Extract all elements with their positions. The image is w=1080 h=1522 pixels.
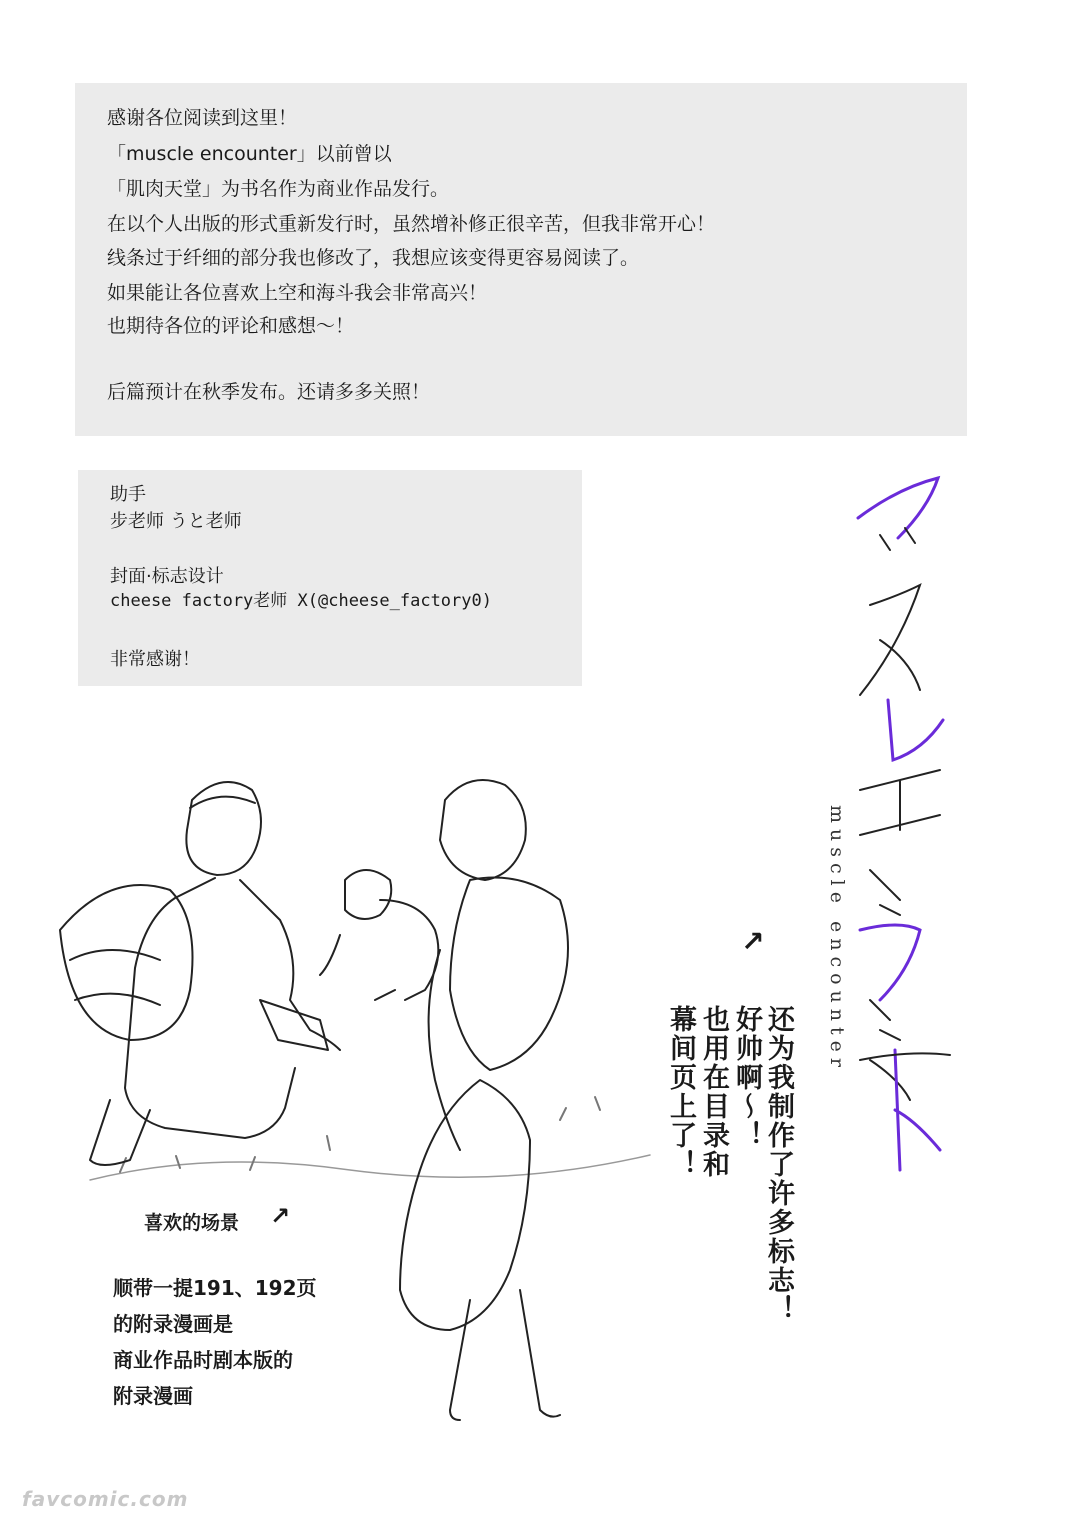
afterword-line: 「muscle encounter」以前曾以	[107, 143, 392, 165]
logo-note-col2: 好帅啊～！	[731, 1005, 762, 1150]
standing-figure	[400, 780, 568, 1420]
scene-label: 喜欢的场景	[144, 1212, 240, 1234]
logo-note-col3: 也用在目录和	[698, 1005, 729, 1179]
logo-mark	[858, 478, 950, 1170]
assist-names: 步老师 うと老师	[110, 511, 242, 532]
scene-note-line: 顺带一提191、192页	[113, 1276, 317, 1300]
scene-arrow-icon: ↗	[270, 1202, 291, 1230]
thanks-text: 非常感谢！	[110, 649, 200, 670]
afterword-line: 在以个人出版的形式重新发行时，虽然增补修正很辛苦，但我非常开心！	[107, 213, 716, 235]
afterword-line: 如果能让各位喜欢上空和海斗我会非常高兴！	[107, 282, 488, 304]
scene-note-line: 附录漫画	[113, 1384, 193, 1408]
watermark: favcomic.com	[22, 1487, 189, 1511]
logo-note-col4: 幕间页上了！	[665, 1005, 696, 1179]
scene-note-line: 的附录漫画是	[113, 1312, 233, 1336]
design-names: cheese factory老师 X(@cheese_factory0)	[110, 591, 492, 611]
afterword-line: 线条过于纤细的部分我也修改了，我想应该变得更容易阅读了。	[107, 247, 640, 269]
afterword-line: 也期待各位的评论和感想～！	[107, 315, 355, 337]
afterword-line: 感谢各位阅读到这里！	[107, 107, 298, 129]
scene-note-line: 商业作品时剧本版的	[113, 1348, 293, 1372]
afterword-line: 后篇预计在秋季发布。还请多多关照！	[107, 381, 431, 403]
logo-note-col1: 还为我制作了许多标志！	[763, 1005, 794, 1324]
logo-title-en: muscle encounter	[826, 805, 848, 1074]
design-title: 封面·标志设计	[110, 566, 224, 587]
assist-title: 助手	[110, 484, 146, 505]
afterword-line: 「肌肉天堂」为书名作为商业作品发行。	[107, 178, 450, 200]
kneeling-figure	[60, 782, 340, 1165]
arrow-icon: ↗	[741, 925, 765, 958]
monkey	[320, 870, 438, 1000]
